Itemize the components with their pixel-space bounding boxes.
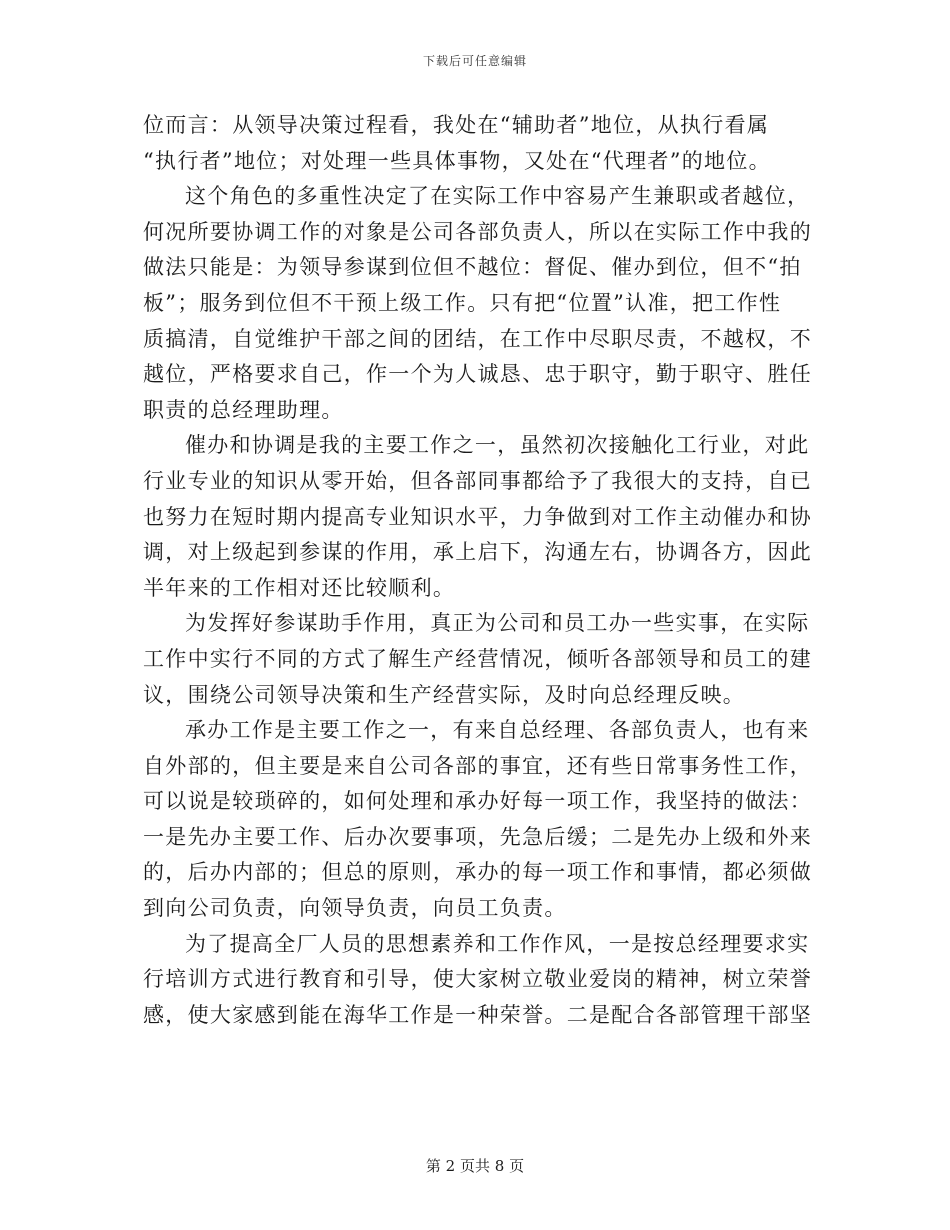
text-line: 工作中实行不同的方式了解生产经营情况，倾听各部领导和员工的建 — [143, 646, 812, 671]
text-line: 为了提高全厂人员的思想素养和工作作风，一是按总经理要求实 — [185, 931, 810, 956]
text-line: 催办和协调是我的主要工作之一，虽然初次接触化工行业，对此 — [185, 433, 810, 458]
text-line: 承办工作是主要工作之一，有来自总经理、各部负责人，也有来 — [185, 718, 810, 743]
text-line: 可以说是较琐碎的，如何处理和承办好每一项工作，我坚持的做法： — [143, 789, 812, 814]
text-line: 做法只能是：为领导参谋到位但不越位：督促、催办到位，但不“拍 — [143, 255, 802, 280]
paragraph-6 — [143, 927, 812, 1034]
text-line: 何况所要协调工作的对象是公司各部负责人，所以在实际工作中我的 — [143, 219, 812, 244]
text-line: 为发挥好参谋助手作用，真正为公司和员工办一些实事，在实际 — [185, 611, 810, 636]
page-header: 下载后可任意编辑 — [422, 54, 527, 68]
text-line: 调，对上级起到参谋的作用，承上启下，沟通左右，协调各方，因此 — [143, 540, 812, 565]
text-line: 议，围绕公司领导决策和生产经营实际，及时向总经理反映。 — [143, 682, 746, 707]
text-line: 行业专业的知识从零开始，但各部同事都给予了我很大的支持，自已 — [143, 468, 812, 493]
text-line: 这个角色的多重性决定了在实际工作中容易产生兼职或者越位， — [185, 184, 810, 209]
paragraph-3 — [143, 428, 812, 606]
text-line: 到向公司负责，向领导负责，向员工负责。 — [143, 896, 567, 921]
text-line: 越位，严格要求自己，作一个为人诚恳、忠于职守，勤于职守、胜任 — [143, 362, 812, 387]
text-line: 一是先办主要工作、后办次要事项，先急后缓；二是先办上级和外来 — [143, 824, 812, 849]
text-line: 感，使大家感到能在海华工作是一种荣誉。二是配合各部管理干部坚 — [143, 1002, 812, 1027]
document-body — [143, 108, 812, 1033]
text-line: 职责的总经理助理。 — [143, 397, 344, 422]
paragraph-1 — [143, 108, 808, 179]
text-line: 板”；服务到位但不干预上级工作。只有把“位置”认准，把工作性 — [143, 290, 782, 315]
text-line: 自外部的，但主要是来自公司各部的事宜，还有些日常事务性工作， — [143, 753, 812, 778]
text-line: 位而言：从领导决策过程看，我处在“辅助者”地位，从执行看属 — [143, 113, 770, 137]
paragraph-4 — [143, 606, 812, 713]
page-number: 第 2 页共 8 页 — [425, 1157, 525, 1175]
text-line: 行培训方式进行教育和引导，使大家树立敬业爱岗的精神，树立荣誉 — [143, 967, 812, 992]
text-line: “执行者”地位；对处理一些具体事物，又处在“代理者”的地位。 — [143, 148, 771, 173]
text-line: 也努力在短时期内提高专业知识水平，力争做到对工作主动催办和协 — [143, 504, 812, 529]
text-line: 半年来的工作相对还比较顺利。 — [143, 575, 456, 600]
paragraph-2 — [143, 179, 812, 428]
text-line: 质搞清，自觉维护干部之间的团结，在工作中尽职尽责，不越权，不 — [143, 326, 812, 351]
paragraph-5 — [143, 713, 812, 927]
text-line: 的，后办内部的；但总的原则，承办的每一项工作和事情，都必须做 — [143, 860, 812, 885]
